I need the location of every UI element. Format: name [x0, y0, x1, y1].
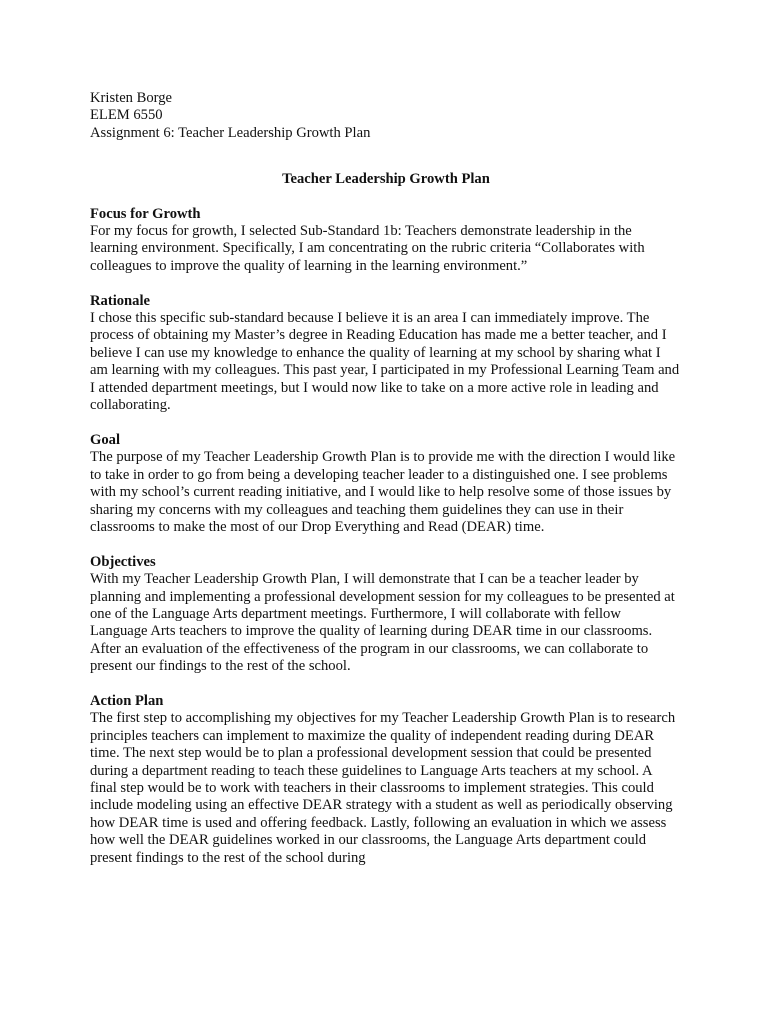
- section-heading: Goal: [90, 431, 120, 448]
- section-action-plan: [90, 693, 682, 867]
- section-heading: Action Plan: [90, 692, 164, 709]
- section-rationale: [90, 293, 682, 415]
- document-page: [90, 90, 682, 884]
- author-name: Kristen Borge: [90, 90, 173, 106]
- section-body: For my focus for growth, I selected Sub-Standard 1b: Teachers demonstrate leadership in the learning environment. Specifically, I am concentrating on the rubric criteria “Collaborates with colleagues to improve the quality of learning in the learning environment.”: [90, 223, 645, 274]
- section-focus-for-growth: [90, 206, 682, 276]
- section-body: The first step to accomplishing my objectives for my Teacher Leadership Growth Plan is to research principles teachers can implement to maximize the quality of independent reading during DEAR time. The next step would be to plan a professional development session that could be presented during a department reading to teach these guidelines to Language Arts teachers at my school. A final step would be to work with teachers in their classrooms to implement strategies. This could include modeling using an effective DEAR strategy with a student as well as periodically observing how DEAR time is used and offering feedback. Lastly, following an evaluation in which we assess how well the DEAR guidelines worked in our classrooms, the Language Arts department could present findings to the rest of the school during: [90, 710, 676, 866]
- section-body: The purpose of my Teacher Leadership Growth Plan is to provide me with the direction I would like to take in order to go from being a developing teacher leader to a distinguished one. I see problems with my school’s current reading initiative, and I would like to help resolve some of those issues by sharing my concerns with my colleagues and teaching them guidelines they can use in their classrooms to make the most of our Drop Everything and Read (DEAR) time.: [90, 449, 676, 535]
- section-goal: [90, 432, 682, 536]
- section-body: I chose this specific sub-standard because I believe it is an area I can immediately improve. The process of obtaining my Master’s degree in Reading Education has made me a better teacher, and I believe I can use my knowledge to enhance the quality of learning at my school by sharing what I am learning with my colleagues. This past year, I participated in my Professional Learning Team and I attended department meetings, but I would now like to take on a more active role in leading and collaborating.: [90, 310, 680, 414]
- document-title: Teacher Leadership Growth Plan: [282, 171, 490, 188]
- section-objectives: [90, 554, 682, 676]
- section-heading: Rationale: [90, 292, 150, 309]
- section-heading: Objectives: [90, 553, 156, 570]
- section-heading: Focus for Growth: [90, 205, 201, 222]
- section-body: With my Teacher Leadership Growth Plan, I will demonstrate that I can be a teacher leader by planning and implementing a professional development session for my colleagues to be presented at one of the Language Arts department meetings. Furthermore, I will collaborate with fellow Language Arts teachers to improve the quality of learning during DEAR time in our classrooms. After an evaluation of the effectiveness of the program in our classrooms, we can collaborate to present our findings to the rest of the school.: [90, 571, 675, 675]
- assignment-line: Assignment 6: Teacher Leadership Growth Plan: [90, 124, 371, 141]
- document-header: [90, 90, 682, 142]
- course-code: ELEM 6550: [90, 107, 163, 124]
